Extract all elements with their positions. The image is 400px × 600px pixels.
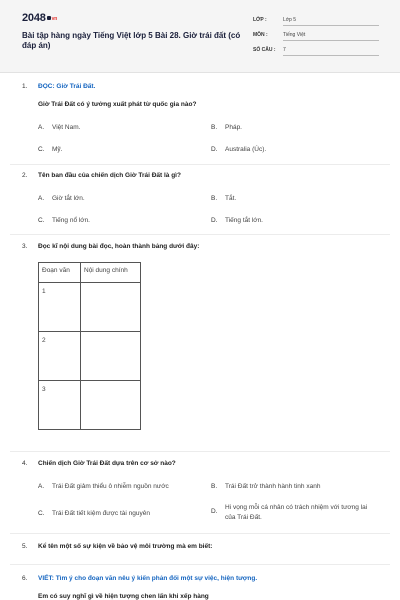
table-row (39, 332, 141, 381)
table-cell-content[interactable] (81, 283, 141, 332)
table-cell-content[interactable] (81, 332, 141, 381)
table-header-paragraph: Đoạn văn (39, 263, 81, 283)
option-letter: A. (38, 195, 45, 202)
option-letter: C. (38, 510, 45, 517)
question-text: ĐỌC: Giờ Trái Đất. (38, 83, 96, 90)
document-title: Bài tập hàng ngày Tiếng Việt lớp 5 Bài 28. Giờ trái đất (có đáp án) (22, 31, 241, 50)
meta-class (253, 14, 381, 27)
divider (10, 164, 390, 165)
option-letter: C. (38, 217, 45, 224)
logo-suffix: vn (51, 16, 58, 22)
meta-class-label: LỚP : (253, 17, 267, 23)
option-letter: D. (211, 217, 218, 224)
question-number: 6. (22, 575, 28, 582)
answer-table (38, 262, 141, 430)
option-text: Giờ tắt lớn. (52, 195, 85, 202)
question-number: 1. (22, 83, 28, 90)
table-row (39, 283, 141, 332)
table-header-content: Nội dung chính (81, 263, 141, 283)
question-text: VIẾT: Tìm ý cho đoạn văn nêu ý kiến phản đối một sự việc, hiện tượng. (38, 575, 258, 582)
option-text: Tiếng tắt lớn. (225, 217, 263, 224)
option-letter: A. (38, 124, 45, 131)
option-letter: D. (211, 146, 218, 153)
option-letter: B. (211, 195, 218, 202)
option-letter: B. (211, 483, 218, 490)
meta-subject-label: MÔN : (253, 32, 268, 38)
table-header-row (39, 263, 141, 283)
question-number: 3. (22, 243, 28, 250)
meta-count (253, 44, 381, 57)
table-cell-content[interactable] (81, 381, 141, 430)
table-cell-paragraph: 3 (39, 381, 81, 430)
option-text: Việt Nam. (52, 124, 81, 131)
question-text: Tên ban đầu của chiến dịch Giờ Trái Đất là gì? (38, 172, 181, 179)
question-text: Đọc kĩ nội dung bài đọc, hoàn thành bảng dưới đây: (38, 243, 200, 250)
question-number: 2. (22, 172, 28, 179)
meta-count-label: SỐ CÂU : (253, 47, 276, 53)
divider (10, 564, 390, 565)
option-letter: A. (38, 483, 45, 490)
divider (10, 234, 390, 235)
table-cell-paragraph: 1 (39, 283, 81, 332)
meta-subject-value: Tiếng Việt (283, 32, 379, 41)
question-text: Chiến dịch Giờ Trái Đất dựa trên cơ sở nào? (38, 460, 176, 467)
option-text: Hi vọng mỗi cá nhân có trách nhiệm với tương lai của Trái Đất. (225, 504, 368, 521)
meta-subject (253, 29, 381, 42)
option-text: Trái Đất tiết kiệm được tài nguyên (52, 510, 150, 517)
question-number: 5. (22, 543, 28, 550)
option-text: Tiếng nổ lớn. (52, 217, 90, 224)
question-number: 4. (22, 460, 28, 467)
option-text: Trái Đất trở thành hành tinh xanh (225, 483, 321, 490)
option-letter: B. (211, 124, 218, 131)
question-6-prompt: Em có suy nghĩ gì về hiện tượng chen lấn khi xếp hàng (38, 593, 209, 600)
option-text: Trái Đất giảm thiểu ô nhiễm nguồn nước (52, 483, 169, 490)
meta-class-value: Lớp 5 (283, 17, 379, 26)
logo-text: 2048 (22, 12, 46, 24)
option-text: Mỹ. (52, 146, 63, 153)
table-row (39, 381, 141, 430)
question-text: Kể tên một số sự kiện về bảo vệ môi trường mà em biết: (38, 543, 213, 550)
option-text: Australia (Úc). (225, 146, 267, 153)
meta-count-value: 7 (283, 47, 379, 56)
table-cell-paragraph: 2 (39, 332, 81, 381)
option-letter: D. (211, 508, 218, 515)
question-1-prompt: Giờ Trái Đất có ý tưởng xuất phát từ quốc gia nào? (38, 101, 197, 108)
option-letter: C. (38, 146, 45, 153)
logo-dot (47, 16, 51, 20)
option-text: Tắt. (225, 195, 237, 202)
document-header (0, 0, 400, 73)
divider (10, 451, 390, 452)
site-logo[interactable] (22, 12, 57, 24)
option-text: Pháp. (225, 124, 242, 131)
divider (10, 533, 390, 534)
